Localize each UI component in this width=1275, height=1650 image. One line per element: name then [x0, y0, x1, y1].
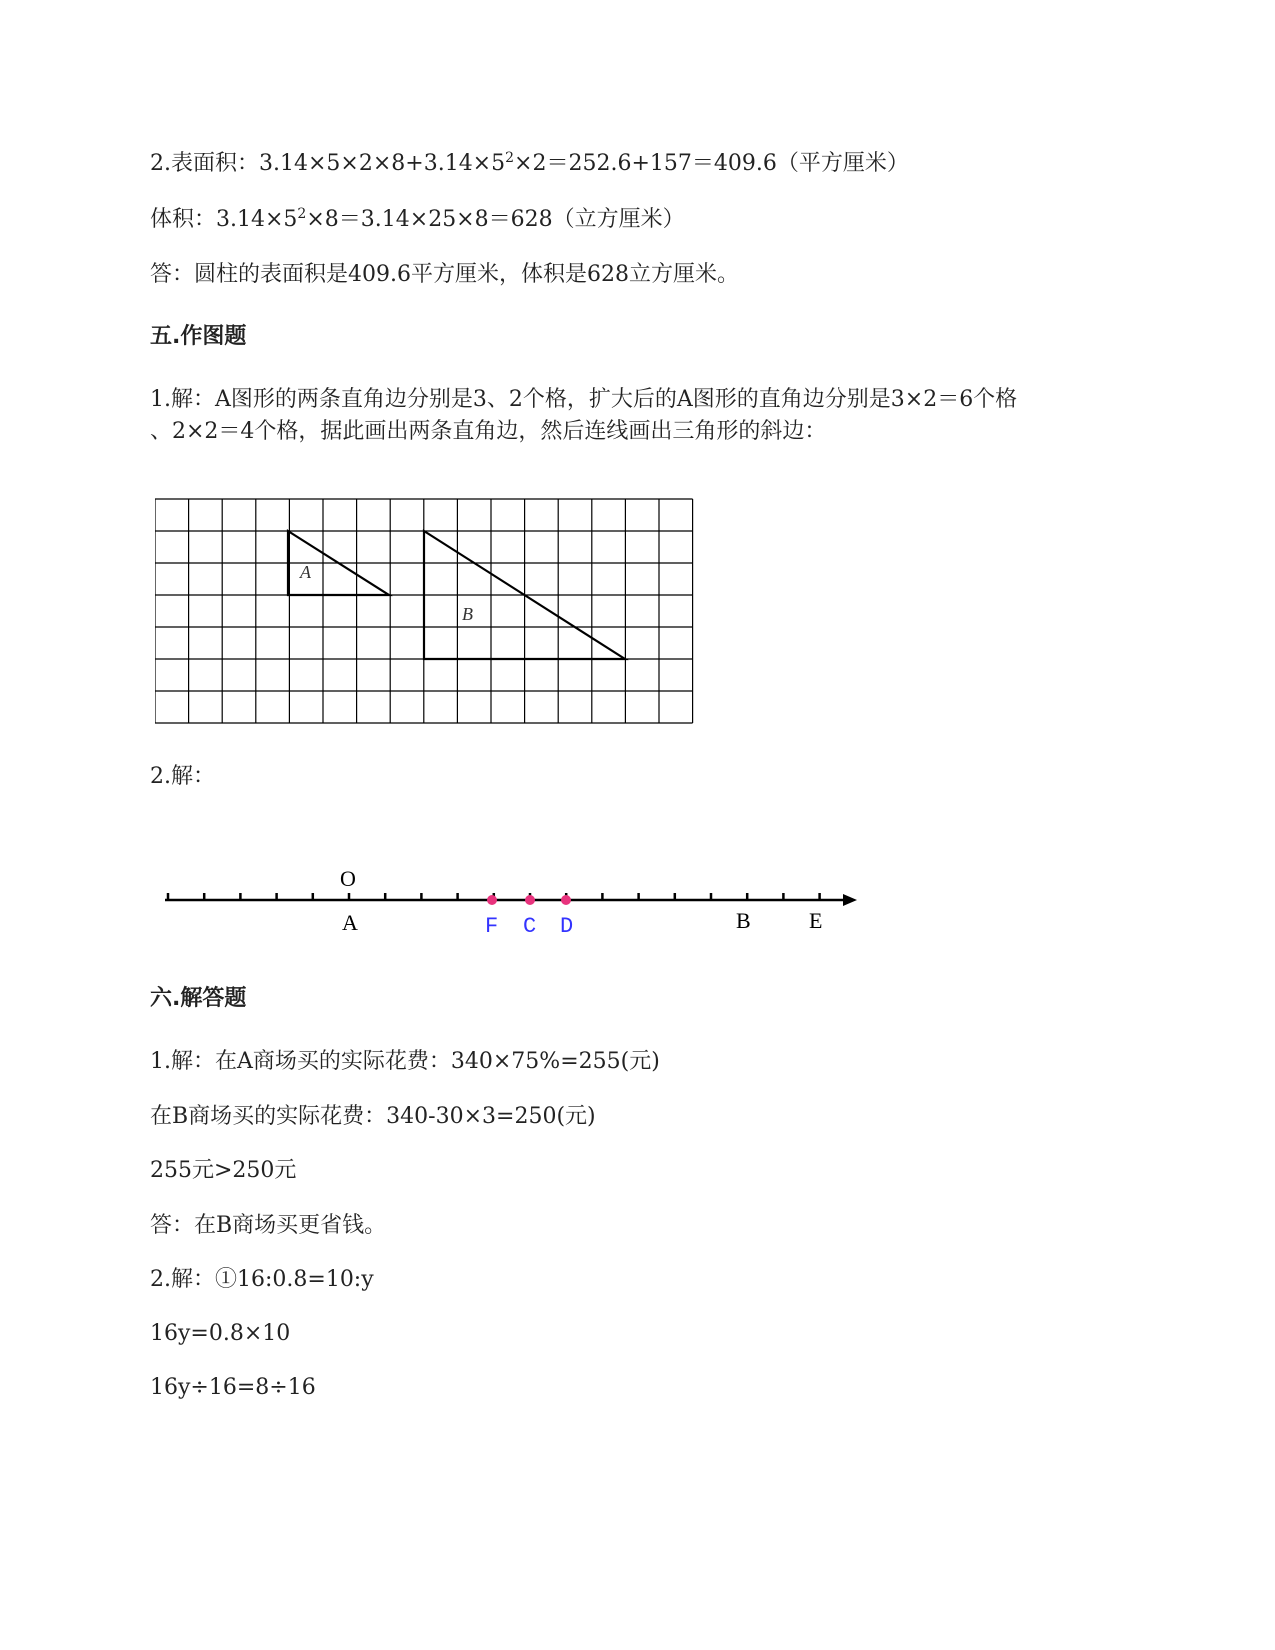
triangle-a-label: A	[300, 562, 311, 582]
volume-text-a: 体积：3.14×5	[150, 207, 298, 232]
surface-area-text-b: ×2＝252.6+157＝409.6（平方厘米）	[514, 151, 909, 176]
label-a: A	[342, 910, 358, 935]
section6-q1-line2: 在B商场买的实际花费：340-30×3=250(元)	[150, 1104, 596, 1129]
volume-line	[150, 206, 685, 234]
numberline-svg	[165, 860, 865, 950]
label-d: D	[560, 914, 574, 939]
label-f: F	[485, 914, 499, 939]
grid-svg	[155, 498, 700, 733]
numberline-arrow	[843, 894, 857, 906]
section6-q1-line1: 1.解：在A商场买的实际花费：340×75%=255(元)	[150, 1049, 660, 1074]
section5-q2: 2.解：	[150, 764, 215, 789]
section6-q2-line3: 16y÷16=8÷16	[150, 1375, 316, 1400]
triangle-b-label: B	[462, 604, 473, 624]
surface-area-exponent: 2	[505, 150, 515, 166]
section6-q2-line1: 2.解：①16:0.8=10:y	[150, 1267, 374, 1292]
section4-answer: 答：圆柱的表面积是409.6平方厘米，体积是628立方厘米。	[150, 262, 739, 287]
grid-figure	[155, 498, 700, 737]
point-d	[561, 895, 571, 905]
section5-q1-line2: 、2×2＝4个格，据此画出两条直角边，然后连线画出三角形的斜边：	[150, 419, 827, 444]
section6-q1-answer: 答：在B商场买更省钱。	[150, 1213, 387, 1238]
numberline-figure	[165, 860, 865, 954]
section5-q1-line1: 1.解：A图形的两条直角边分别是3、2个格，扩大后的A图形的直角边分别是3×2＝6个格	[150, 387, 1018, 412]
label-c: C	[523, 914, 537, 939]
section5-heading: 五.作图题	[150, 324, 247, 349]
section6-q1-line3: 255元>250元	[150, 1158, 297, 1183]
volume-exponent: 2	[297, 206, 307, 222]
label-e: E	[809, 908, 823, 933]
section6-q2-line2: 16y=0.8×10	[150, 1321, 291, 1346]
surface-area-line	[150, 150, 909, 178]
label-o: O	[340, 866, 356, 891]
point-f	[487, 895, 497, 905]
volume-text-b: ×8＝3.14×25×8＝628（立方厘米）	[306, 207, 685, 232]
point-c	[525, 895, 535, 905]
surface-area-text-a: 2.表面积：3.14×5×2×8+3.14×5	[150, 151, 506, 176]
label-b: B	[736, 908, 751, 933]
section6-heading: 六.解答题	[150, 986, 247, 1011]
